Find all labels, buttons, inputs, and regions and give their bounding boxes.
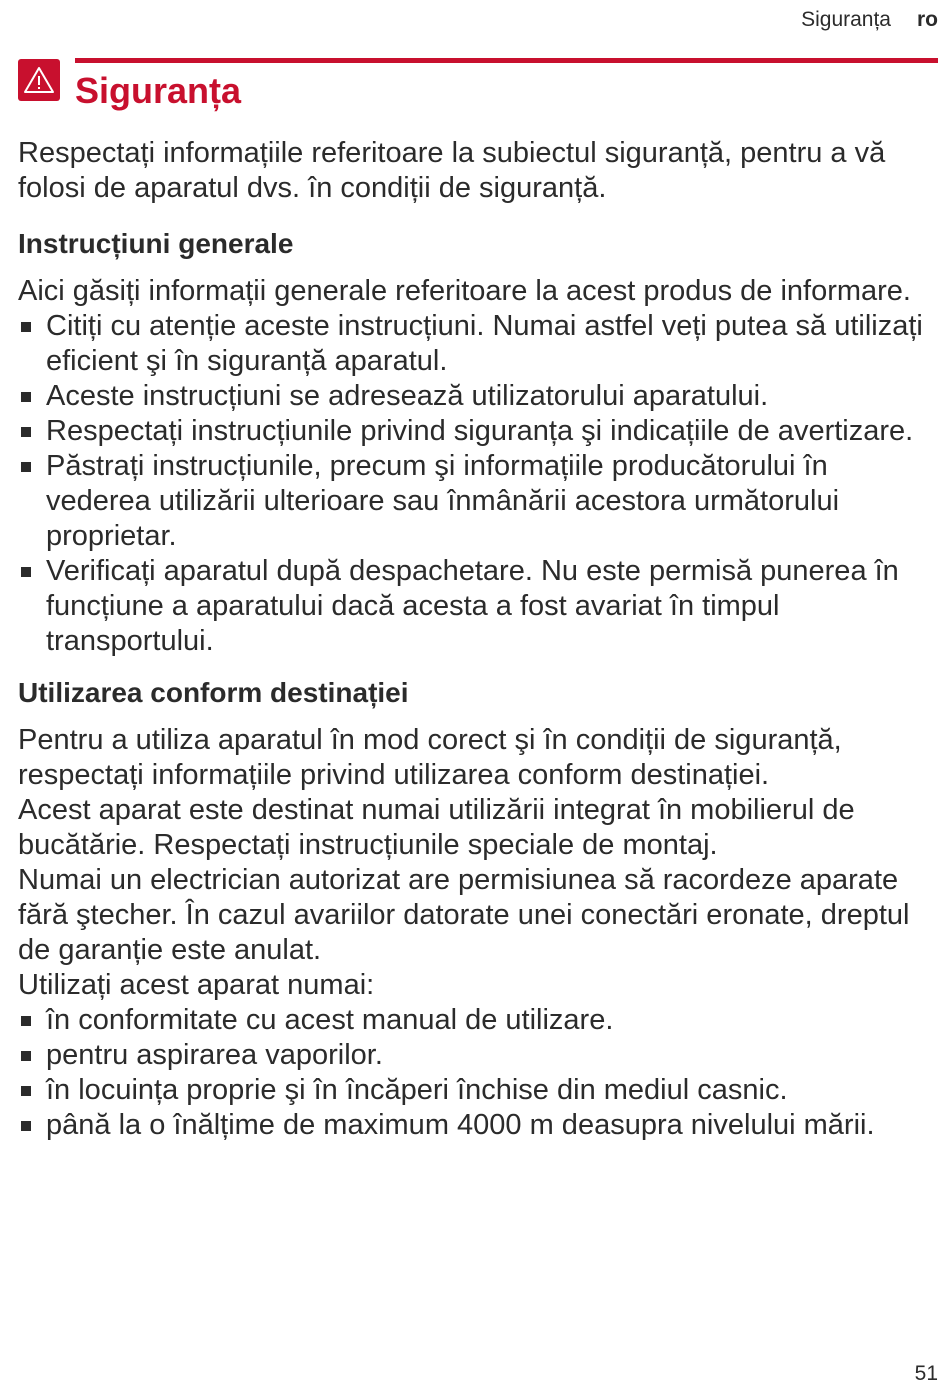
general-instructions-list [18,309,938,659]
list-item: pentru aspirarea vaporilor. [18,1038,938,1073]
warning-triangle-icon [18,59,60,101]
list-item: în locuința proprie şi în încăperi închise din mediul casnic. [18,1073,938,1108]
intended-use-list [18,1003,938,1143]
page-number: 51 [914,1362,938,1385]
intended-use-paragraph: Numai un electrician autorizat are permisiunea să racordeze aparate fără ştecher. În cazul avariilor datorate unei conectări eronate, dreptul de garanție este anulat. [18,864,910,966]
intended-use-heading: Utilizarea conform destinației [18,677,409,708]
main-content [18,136,938,1143]
general-instructions-heading: Instrucțiuni generale [18,228,294,259]
list-item: Respectați instrucțiunile privind siguranța şi indicațiile de avertizare. [18,414,938,449]
intended-use-paragraph: Pentru a utiliza aparatul în mod corect şi în condiții de siguranță, respectați informațiile privind utilizarea conform destinației. [18,724,842,791]
list-item: Citiți cu atenție aceste instrucțiuni. Numai astfel veți putea să utilizați eficient şi în siguranță aparatul. [18,309,938,379]
title-rule [75,58,938,63]
page-title: Siguranța [75,70,242,111]
intended-use-paragraph: Utilizați acest aparat numai: [18,969,375,1001]
list-item: Păstrați instrucțiunile, precum şi informațiile producătorului în vederea utilizării ulterioare sau înmânării acestora următorului proprietar. [18,449,938,554]
list-item: până la o înălțime de maximum 4000 m deasupra nivelului mării. [18,1108,938,1143]
intended-use-paragraph: Acest aparat este destinat numai utilizării integrat în mobilierul de bucătărie. Respectați instrucțiunile speciale de montaj. [18,794,855,861]
running-header-language: ro [917,8,938,31]
list-item: Aceste instrucțiuni se adresează utilizatorului aparatului. [18,379,938,414]
list-item: în conformitate cu acest manual de utilizare. [18,1003,938,1038]
intro-paragraph: Respectați informațiile referitoare la subiectul siguranță, pentru a vă folosi de aparatul dvs. în condiții de siguranță. [18,137,886,204]
list-item: Verificați aparatul după despachetare. Nu este permisă punerea în funcțiune a aparatului dacă acesta a fost avariat în timpul transportului. [18,554,938,659]
running-header-section: Siguranța [801,8,891,31]
general-instructions-paragraph: Aici găsiți informații generale referitoare la acest produs de informare. [18,275,911,307]
running-header [801,8,938,32]
